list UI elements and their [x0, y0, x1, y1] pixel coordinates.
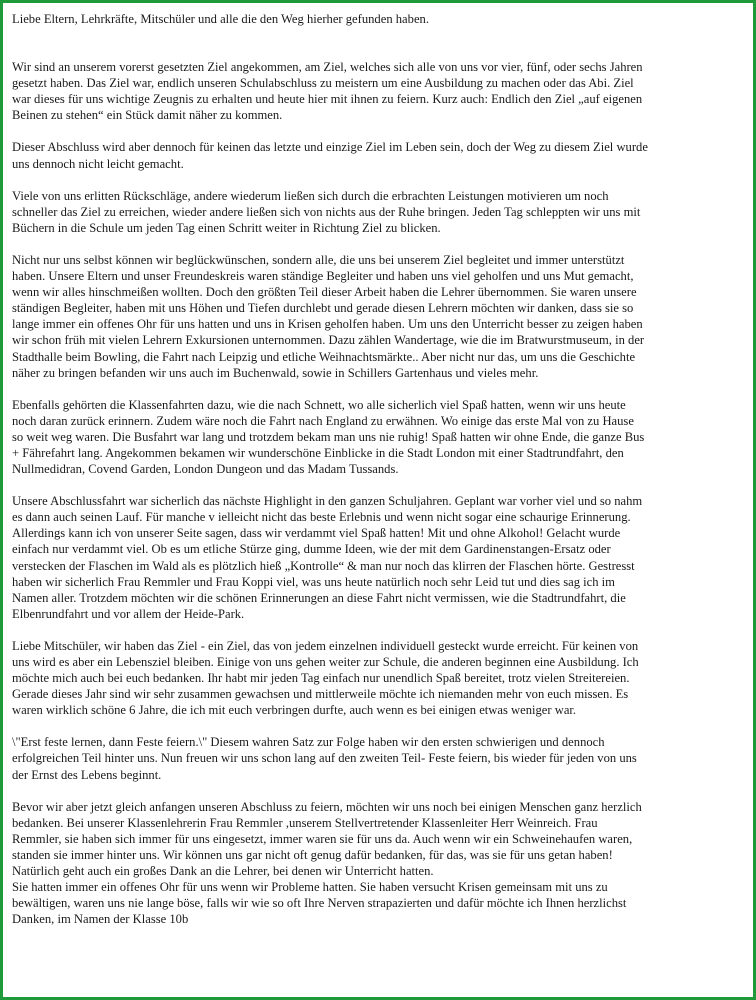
paragraph-thanks-teachers: Bevor wir aber jetzt gleich anfangen unseren Abschluss zu feiern, möchten wir uns noch bei einigen Menschen ganz herzlich bedanken. Bei unserer Klassenlehrerin Frau Remmler ,unserem Stellvertretender Klassenleiter Herr Weinreich. Frau Remmler, sie haben sich immer für uns eingesetzt, immer waren sie für uns da. Auch wenn wir ein Schweinehaufen waren, standen sie immer hinter uns. Wir können uns gar nicht oft genug dafür bedanken, für das, was sie für uns getan haben! Natürlich geht auch ein großes Dank an die Lehrer, bei denen wir Unterricht hatten. — [12, 799, 642, 879]
paragraph-not-last-goal: Dieser Abschluss wird aber dennoch für keinen das letzte und einzige Ziel im Leben sein, doch der Weg zu diesem Ziel wurde uns dennoch nicht leicht gemacht. — [12, 140, 648, 171]
salutation: Liebe Eltern, Lehrkräfte, Mitschüler und alle die den Weg hierher gefunden haben. — [12, 12, 429, 26]
paragraph-quote: \"Erst feste lernen, dann Feste feiern.\" Diesem wahren Satz zur Folge haben wir den ersten schwierigen und dennoch erfolgreichen Teil hinter uns. Nun freuen wir uns schon lang auf den zweiten Teil- Feste feiern, bis wieder für jeden von uns der Ernst des Lebens beginnt. — [12, 735, 637, 782]
paragraph-goal-reached: Wir sind an unserem vorerst gesetzten Ziel angekommen, am Ziel, welches sich alle von uns vor vier, fünf, oder sechs Jahren gesetzt haben. Das Ziel war, endlich unseren Schulabschluss zu meistern um eine Ausbildung zu machen oder das Abi. Ziel war dieses für uns wichtige Zeugnis zu erhalten und heute hier mit ihnen zu feiern. Kurz auch: Endlich den Ziel „auf eigenen Beinen zu stehen“ ein Stück damit näher zu kommen. — [12, 60, 643, 123]
paragraph-classmates: Liebe Mitschüler, wir haben das Ziel - ein Ziel, das von jedem einzelnen individuell gesteckt wurde erreicht. Für keinen von uns wird es aber ein Lebensziel bleiben. Einige von uns gehen weiter zur Schule, die anderen beginnen eine Ausbildung. Ich möchte mich auch bei euch bedanken. Ihr habt mir jeden Tag einfach nur unendlich Spaß bereitet, trotz vielen Streitereien. Gerade dieses Jahr sind wir sehr zusammen gewachsen und mittlerweile möchte ich niemanden mehr von euch missen. Es waren wirklich schöne 6 Jahre, die ich mit euch verbringen durfte, auch wenn es bei einigen etwas weniger war. — [12, 638, 639, 718]
paragraph-setbacks: Viele von uns erlitten Rückschläge, andere wiederum ließen sich durch die erbrachten Leistungen motivieren um noch schneller das Ziel zu erreichen, wieder andere ließen sich von nichts aus der Ruhe bringen. Jeden Tag schleppten wir uns mit Büchern in die Schule um jeden Tag einen Schritt weiter in Richtung Ziel zu blicken. — [12, 188, 641, 235]
paragraph-closing: Sie hatten immer ein offenes Ohr für uns wenn wir Probleme hatten. Sie haben versucht Krisen gemeinsam mit uns zu bewältigen, waren uns nie lange böse, falls wir wie so oft Ihre Nerven strapazierten und dafür möchte ich Ihnen herzlichst Danken, im Namen der Klasse 10b — [12, 880, 627, 927]
paragraph-final-trip: Unsere Abschlussfahrt war sicherlich das nächste Highlight in den ganzen Schuljahren. Geplant war vorher viel und so nahm es dann auch seinen Lauf. Für manche v ielleicht nicht das beste Erlebnis und wenn nicht sogar eine schaurige Erinnerung. Allerdings kann ich von unserer Seite sagen, dass wir verdammt viel Spaß hatten! Mit und ohne Alkohol! Gelacht wurde einfach nur verdammt viel. Ob es um etliche Stürze ging, dumme Ideen, wie der mit dem Gardinenstangen-Ersatz oder verstecken der Flaschen im Wald als es plötzlich hieß „Kontrolle“ & man nur noch das klirren der Flaschen hörte. Gestresst haben wir sicherlich Frau Remmler und Frau Koppi viel, was uns heute natürlich noch sehr Leid tut und dies sag ich im Namen aller. Trotzdem möchten wir die schönen Erinnerungen an diese Fahrt nicht vermissen, wie die Stadtrundfahrt, die Elbenrundfahrt und vor allem der Heide-Park. — [12, 494, 643, 621]
paragraph-class-trips: Ebenfalls gehörten die Klassenfahrten dazu, wie die nach Schnett, wo alle sicherlich viel Spaß hatten, wenn wir uns heute noch daran zurück erinnern. Zudem wäre noch die Fahrt nach England zu erwähnen. Wo einige das erste Mal von zu Hause so weit weg waren. Die Busfahrt war lang und trotzdem bekam man uns nie ruhig! Spaß hatten wir ohne Ende, die ganze Bus + Fährefahrt lang. Angekommen bekamen wir wunderschöne Einblicke in die Stadt London mit einer Stadtrundfahrt, den Nullmedidran, Covend Garden, London Dungeon und das Madam Tussands. — [12, 397, 645, 477]
paragraph-thanks-supporters: Nicht nur uns selbst können wir beglückwünschen, sondern alle, die uns bei unserem Ziel begleitet und immer unterstützt haben. Unsere Eltern und unser Freundeskreis waren ständige Begleiter und haben uns viel geholfen und uns Mut gemacht, wenn wir alles hinschmeißen wollten. Doch den größten Teil dieser Arbeit haben die Lehrer übernommen. Sie waren unsere ständigen Begleiter, haben mit uns Höhen und Tiefen durchlebt und gerade diesen Lehrern möchten wir danken, dass sie so lange immer ein offenes Ohr für uns hatten und uns in Krisen geholfen haben. Um uns den Unterricht besser zu zeigen haben wir schon früh mit vielen Lehrern Exkursionen unternommen. Dazu zählen Wandertage, wie die im Bratwurstmuseum, in der Stadthalle beim Bowling, die Fahrt nach Leipzig und etliche Weihnachtsmärkte.. Aber nicht nur das, um uns die Geschichte näher zu bringen befanden wir uns auch im Buchenwald, sowie in Schillers Gartenhaus und vieles mehr. — [12, 252, 645, 380]
